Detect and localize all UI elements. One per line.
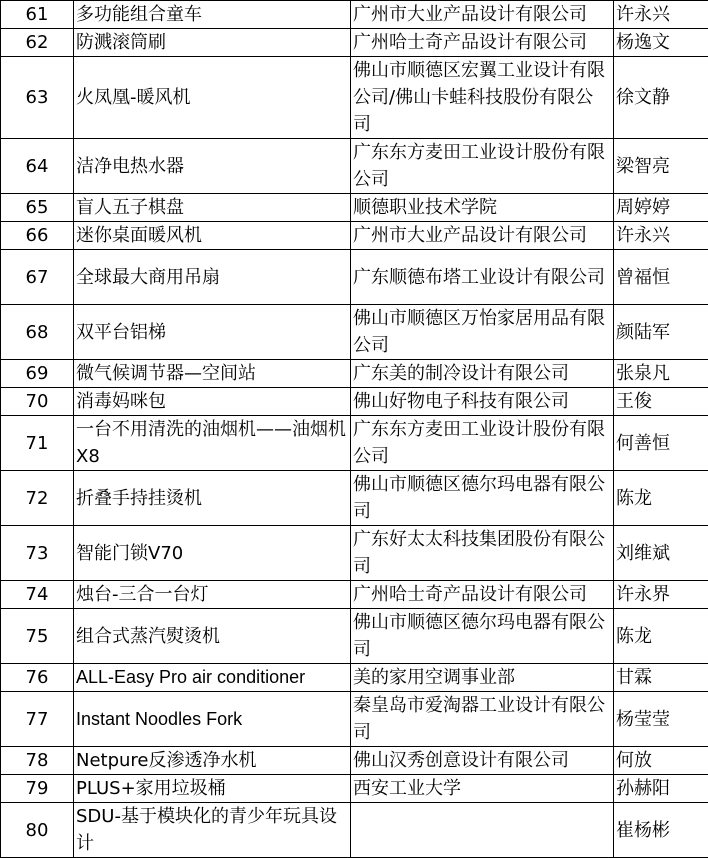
company-name: 佛山市顺德区德尔玛电器有限公司 — [351, 471, 614, 526]
table-row — [1, 222, 708, 250]
project-name: 火凤凰-暖风机 — [74, 57, 351, 139]
project-name: 防溅滚筒刷 — [74, 29, 351, 57]
row-number: 72 — [1, 471, 74, 526]
company-name: 广州哈士奇产品设计有限公司 — [351, 581, 614, 609]
row-number: 77 — [1, 692, 74, 747]
row-number: 63 — [1, 57, 74, 139]
company-name — [351, 803, 614, 858]
table-row — [1, 803, 708, 858]
row-number: 65 — [1, 194, 74, 222]
table-row — [1, 609, 708, 664]
row-number: 79 — [1, 775, 74, 803]
table-row — [1, 388, 708, 416]
table-row — [1, 139, 708, 194]
company-name: 佛山好物电子科技有限公司 — [351, 388, 614, 416]
table-row — [1, 471, 708, 526]
row-number: 68 — [1, 305, 74, 360]
company-name: 广东好太太科技集团股份有限公司 — [351, 526, 614, 581]
project-name: 双平台铝梯 — [74, 305, 351, 360]
project-name: 烛台-三合一台灯 — [74, 581, 351, 609]
company-name: 佛山市顺德区宏翼工业设计有限公司/佛山卡蛙科技股份有限公司 — [351, 57, 614, 139]
designer-name: 何善恒 — [614, 416, 708, 471]
row-number: 74 — [1, 581, 74, 609]
project-name: Instant Noodles Fork — [74, 692, 351, 747]
row-number: 73 — [1, 526, 74, 581]
company-name: 广东东方麦田工业设计股份有限公司 — [351, 139, 614, 194]
row-number: 67 — [1, 250, 74, 305]
row-number: 69 — [1, 360, 74, 388]
company-name: 广州市大业产品设计有限公司 — [351, 1, 614, 29]
table-row — [1, 360, 708, 388]
designer-name: 刘维斌 — [614, 526, 708, 581]
table-row — [1, 664, 708, 692]
company-name: 广东美的制冷设计有限公司 — [351, 360, 614, 388]
row-number: 61 — [1, 1, 74, 29]
designer-name: 张泉凡 — [614, 360, 708, 388]
designer-name: 徐文静 — [614, 57, 708, 139]
designer-name: 甘霖 — [614, 664, 708, 692]
company-name: 广东东方麦田工业设计股份有限公司 — [351, 416, 614, 471]
company-name: 广州哈士奇产品设计有限公司 — [351, 29, 614, 57]
project-name: PLUS+家用垃圾桶 — [74, 775, 351, 803]
project-name: 折叠手持挂烫机 — [74, 471, 351, 526]
project-name: 盲人五子棋盘 — [74, 194, 351, 222]
project-name: 智能门锁V70 — [74, 526, 351, 581]
project-name: 多功能组合童车 — [74, 1, 351, 29]
table-row — [1, 581, 708, 609]
company-name: 美的家用空调事业部 — [351, 664, 614, 692]
project-name: 一台不用清洗的油烟机——油烟机X8 — [74, 416, 351, 471]
project-name: 组合式蒸汽熨烫机 — [74, 609, 351, 664]
company-name: 广东顺德布塔工业设计有限公司 — [351, 250, 614, 305]
designer-name: 曾福恒 — [614, 250, 708, 305]
designer-name: 梁智亮 — [614, 139, 708, 194]
designer-name: 孙赫阳 — [614, 775, 708, 803]
row-number: 78 — [1, 747, 74, 775]
table-row — [1, 692, 708, 747]
table-row — [1, 1, 708, 29]
table-row — [1, 57, 708, 139]
designer-name: 崔杨彬 — [614, 803, 708, 858]
designer-name: 陈龙 — [614, 609, 708, 664]
table-row — [1, 416, 708, 471]
company-name: 佛山市顺德区德尔玛电器有限公司 — [351, 609, 614, 664]
table-row — [1, 305, 708, 360]
company-name: 秦皇岛市爱淘器工业设计有限公司 — [351, 692, 614, 747]
designer-name: 许永界 — [614, 581, 708, 609]
company-name: 顺德职业技术学院 — [351, 194, 614, 222]
designer-name: 杨莹莹 — [614, 692, 708, 747]
designer-name: 周婷婷 — [614, 194, 708, 222]
table-row — [1, 194, 708, 222]
row-number: 66 — [1, 222, 74, 250]
project-name: Netpure反渗透净水机 — [74, 747, 351, 775]
project-name: ALL-Easy Pro air conditioner — [74, 664, 351, 692]
table-row — [1, 29, 708, 57]
row-number: 75 — [1, 609, 74, 664]
designer-name: 王俊 — [614, 388, 708, 416]
table-row — [1, 526, 708, 581]
company-name: 广州市大业产品设计有限公司 — [351, 222, 614, 250]
project-name: 迷你桌面暖风机 — [74, 222, 351, 250]
company-name: 西安工业大学 — [351, 775, 614, 803]
designer-name: 杨逸文 — [614, 29, 708, 57]
designer-name: 颜陆军 — [614, 305, 708, 360]
project-name: 全球最大商用吊扇 — [74, 250, 351, 305]
row-number: 76 — [1, 664, 74, 692]
row-number: 80 — [1, 803, 74, 858]
designer-name: 许永兴 — [614, 222, 708, 250]
project-name: 微气候调节器—空间站 — [74, 360, 351, 388]
table-row — [1, 250, 708, 305]
project-name: 洁净电热水器 — [74, 139, 351, 194]
row-number: 70 — [1, 388, 74, 416]
company-name: 佛山汉秀创意设计有限公司 — [351, 747, 614, 775]
project-name: SDU-基于模块化的青少年玩具设计 — [74, 803, 351, 858]
designer-name: 陈龙 — [614, 471, 708, 526]
row-number: 62 — [1, 29, 74, 57]
project-name: 消毒妈咪包 — [74, 388, 351, 416]
company-name: 佛山市顺德区万怡家居用品有限公司 — [351, 305, 614, 360]
table-row — [1, 747, 708, 775]
table-row — [1, 775, 708, 803]
designer-name: 许永兴 — [614, 1, 708, 29]
row-number: 71 — [1, 416, 74, 471]
designer-name: 何放 — [614, 747, 708, 775]
row-number: 64 — [1, 139, 74, 194]
